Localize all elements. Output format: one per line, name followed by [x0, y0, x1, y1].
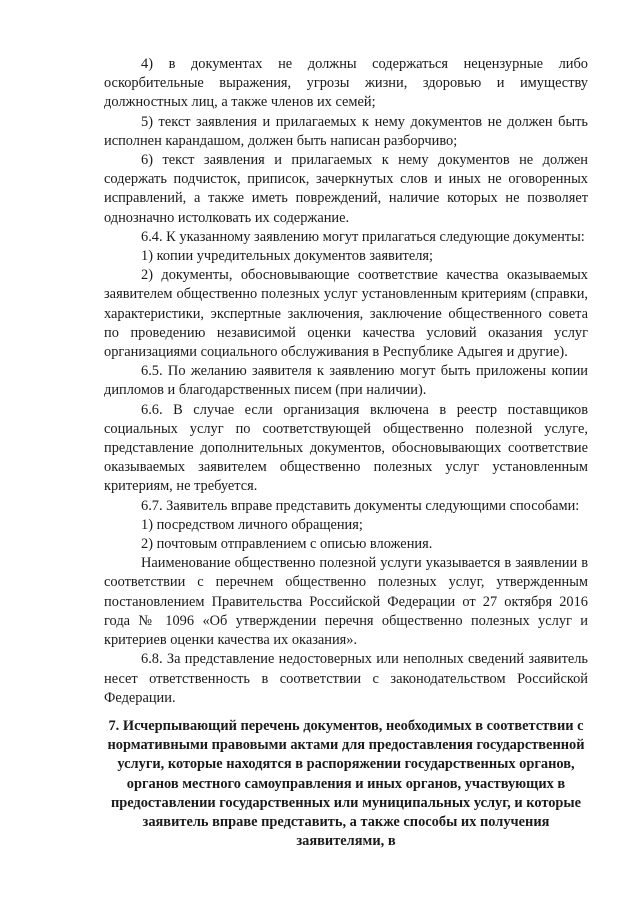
paragraph-6-7: 6.7. Заявитель вправе представить документы следующими способами:: [141, 497, 580, 514]
paragraph-6-8: 6.8. За представление недостоверных или неполных сведений заявитель несет ответственность в соответствии с законодательством Российской Федерации.: [104, 651, 588, 706]
paragraph-item-6: 6) текст заявления и прилагаемых к нему документов не должен содержать подчисток, приписок, зачеркнутых слов и иных не оговоренных исправлений, а также иметь повреждений, наличие которых не позволяет однозначно истолковать их содержание.: [104, 152, 588, 226]
paragraph-service-name: Наименование общественно полезной услуги указывается в заявлении в соответствии с перечнем общественно полезных услуг, утвержденным постановлением Правительства Российской Федерации от 27 октября 2016 года № 1096 «Об утверждении перечня общественно полезных услуг и критериев оценки качества их оказания».: [104, 555, 588, 649]
paragraph-item-5: 5) текст заявления и прилагаемых к нему документов не должен быть исполнен карандашом, должен быть написан разборчиво;: [104, 113, 588, 149]
body-text: [104, 55, 588, 708]
paragraph-6-7-item-2: 2) почтовым отправлением с описью вложения.: [141, 536, 433, 553]
paragraph-6-5: 6.5. По желанию заявителя к заявлению могут быть приложены копии дипломов и благодарственных писем (при наличии).: [104, 363, 588, 399]
paragraph-6-4-item-1: 1) копии учредительных документов заявителя;: [141, 248, 434, 265]
paragraph-6-6: 6.6. В случае если организация включена в реестр поставщиков социальных услуг по соответствующей общественно полезной услуге, представление дополнительных документов, обосновывающих соответствие оказываемых заявителем общественно полезных услуг установленным критериям, не требуется.: [104, 401, 588, 495]
paragraph-6-7-item-1: 1) посредством личного обращения;: [141, 516, 363, 533]
paragraph-6-4-item-2: 2) документы, обосновывающие соответствие качества оказываемых заявителем общественно полезных услуг установленным критериям (справки, характеристики, экспертные заключения, заключение общественного совета по проведению независимой оценки качества условий оказания услуг организациями социального обслуживания в Республике Адыгея и другие).: [104, 267, 588, 361]
paragraph-item-4: 4) в документах не должны содержаться нецензурные либо оскорбительные выражения, угрозы жизни, здоровью и имуществу должностных лиц, а также членов их семей;: [104, 56, 588, 111]
section-heading: 7. Исчерпывающий перечень документов, необходимых в соответствии с нормативными правовыми актами для предоставления государственной услуги, которые находятся в распоряжении государственных органов, органов местного самоуправления и иных органов, участвующих в предоставлении государственных или муниципальных услуг, и которые заявитель вправе представить, а также способы их получения заявителями, в: [107, 718, 585, 850]
paragraph-6-4: 6.4. К указанному заявлению могут прилагаться следующие документы:: [141, 228, 585, 245]
